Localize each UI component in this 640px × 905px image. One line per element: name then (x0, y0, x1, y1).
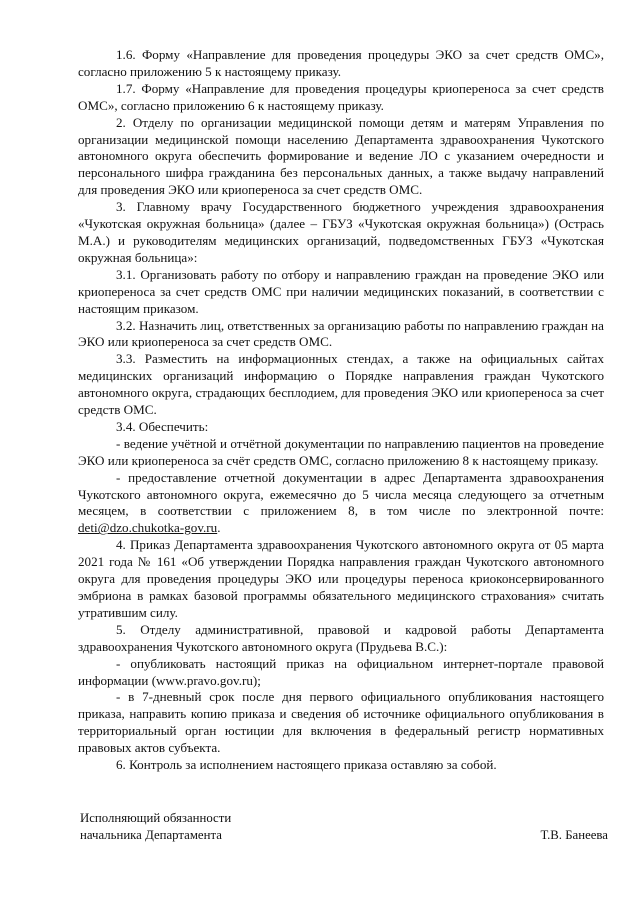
paragraph-4: 4. Приказ Департамента здравоохранения Чукотского автономного округа от 05 марта 2021 года № 161 «Об утверждении Порядка направления граждан Чукотского автономного округа для проведения процедуры ЭКО или процедуры переноса криоконсервированного эмбриона в рамках базовой программы обязательного медицинского страхования» считать утратившим силу. (78, 537, 604, 620)
paragraph-3-4-item-2: - предоставление отчетной документации в адрес Департамента здравоохранения Чукотского автономного округа, ежемесячно до 5 числа месяца следующего за отчетным месяцем, в соответствии с приложением 8, в том числе по электронной почте: deti@dzo.chukotka-gov.ru. (78, 469, 604, 536)
paragraph-3: 3. Главному врачу Государственного бюджетного учреждения здравоохранения «Чукотская окружная больница» (далее – ГБУЗ «Чукотская окружная больница») (Острась М.А.) и руководителям медицинских организаций, подведомственных ГБУЗ «Чукотская окружная больница»: (78, 199, 604, 265)
paragraph-6: 6. Контроль за исполнением настоящего приказа оставляю за собой. (116, 757, 497, 773)
signature-block (80, 810, 608, 844)
signatory-name: Т.В. Банеева (540, 828, 608, 842)
signature-title-line-2: начальника Департамента (80, 828, 222, 842)
paragraph-3-4-item-1: - ведение учётной и отчётной документации по направлению пациентов на проведение ЭКО или криопереноса за счёт средств ОМС, согласно приложению 8 к настоящему приказу. (78, 435, 604, 468)
paragraph-5-item-1: - опубликовать настоящий приказ на официальном интернет-портале правовой информации (www.pravo.gov.ru); (78, 655, 604, 688)
paragraph-5-item-2: - в 7-дневный срок после дня первого официального опубликования настоящего приказа, направить копию приказа и сведения об источнике официального опубликования в территориальный орган юстиции для включения в федеральный регистр нормативных правовых актов субъекта. (78, 689, 604, 756)
paragraph-3-2: 3.2. Назначить лиц, ответственных за организацию работы по направлению граждан на ЭКО или криопереноса за счет средств ОМС. (78, 317, 604, 350)
paragraph-3-1: 3.1. Организовать работу по отбору и направлению граждан на проведение ЭКО или криопереноса за счет средств ОМС при наличии медицинских показаний, в соответствии с настоящим приказом. (78, 266, 604, 316)
signature-row (80, 827, 608, 844)
email-link[interactable]: deti@dzo.chukotka-gov.ru (78, 520, 218, 536)
paragraph-1-6: 1.6. Форму «Направление для проведения процедуры ЭКО за счет средств ОМС», согласно приложению 5 к настоящему приказу. (78, 47, 604, 79)
paragraph-1-7: 1.7. Форму «Направление для проведения процедуры криопереноса за счет средств ОМС», согласно приложению 6 к настоящему приказу. (78, 80, 604, 113)
paragraph-3-4-item-2-text: - предоставление отчетной документации в адрес Департамента здравоохранения Чукотского автономного округа, ежемесячно до 5 числа месяца следующего за отчетным месяцем, в соответствии с приложением 8, в том числе по электронной почте: (78, 469, 604, 519)
paragraph-2: 2. Отделу по организации медицинской помощи детям и матерям Управления по организации медицинской помощи населению Департамента здравоохранения Чукотского автономного округа обеспечить формирование и ведение ЛО с указанием очередности и персонального шифра гражданина без персональных данных, а также выдачу направлений для проведения ЭКО или криопереноса за счет средств ОМС. (78, 114, 604, 198)
signature-title-line-1: Исполняющий обязанности (80, 811, 232, 825)
paragraph-3-4: 3.4. Обеспечить: (116, 418, 209, 434)
document-body (78, 47, 604, 774)
paragraph-5: 5. Отделу административной, правовой и кадровой работы Департамента здравоохранения Чукотского автономного округа (Прудьева В.С.): (78, 621, 604, 654)
paragraph-3-3: 3.3. Разместить на информационных стендах, а также на официальных сайтах медицинских организаций информацию о Порядке направления граждан Чукотского автономного округа, страдающих бесплодием, для проведения ЭКО или криопереноса за счет средств ОМС. (78, 351, 604, 418)
